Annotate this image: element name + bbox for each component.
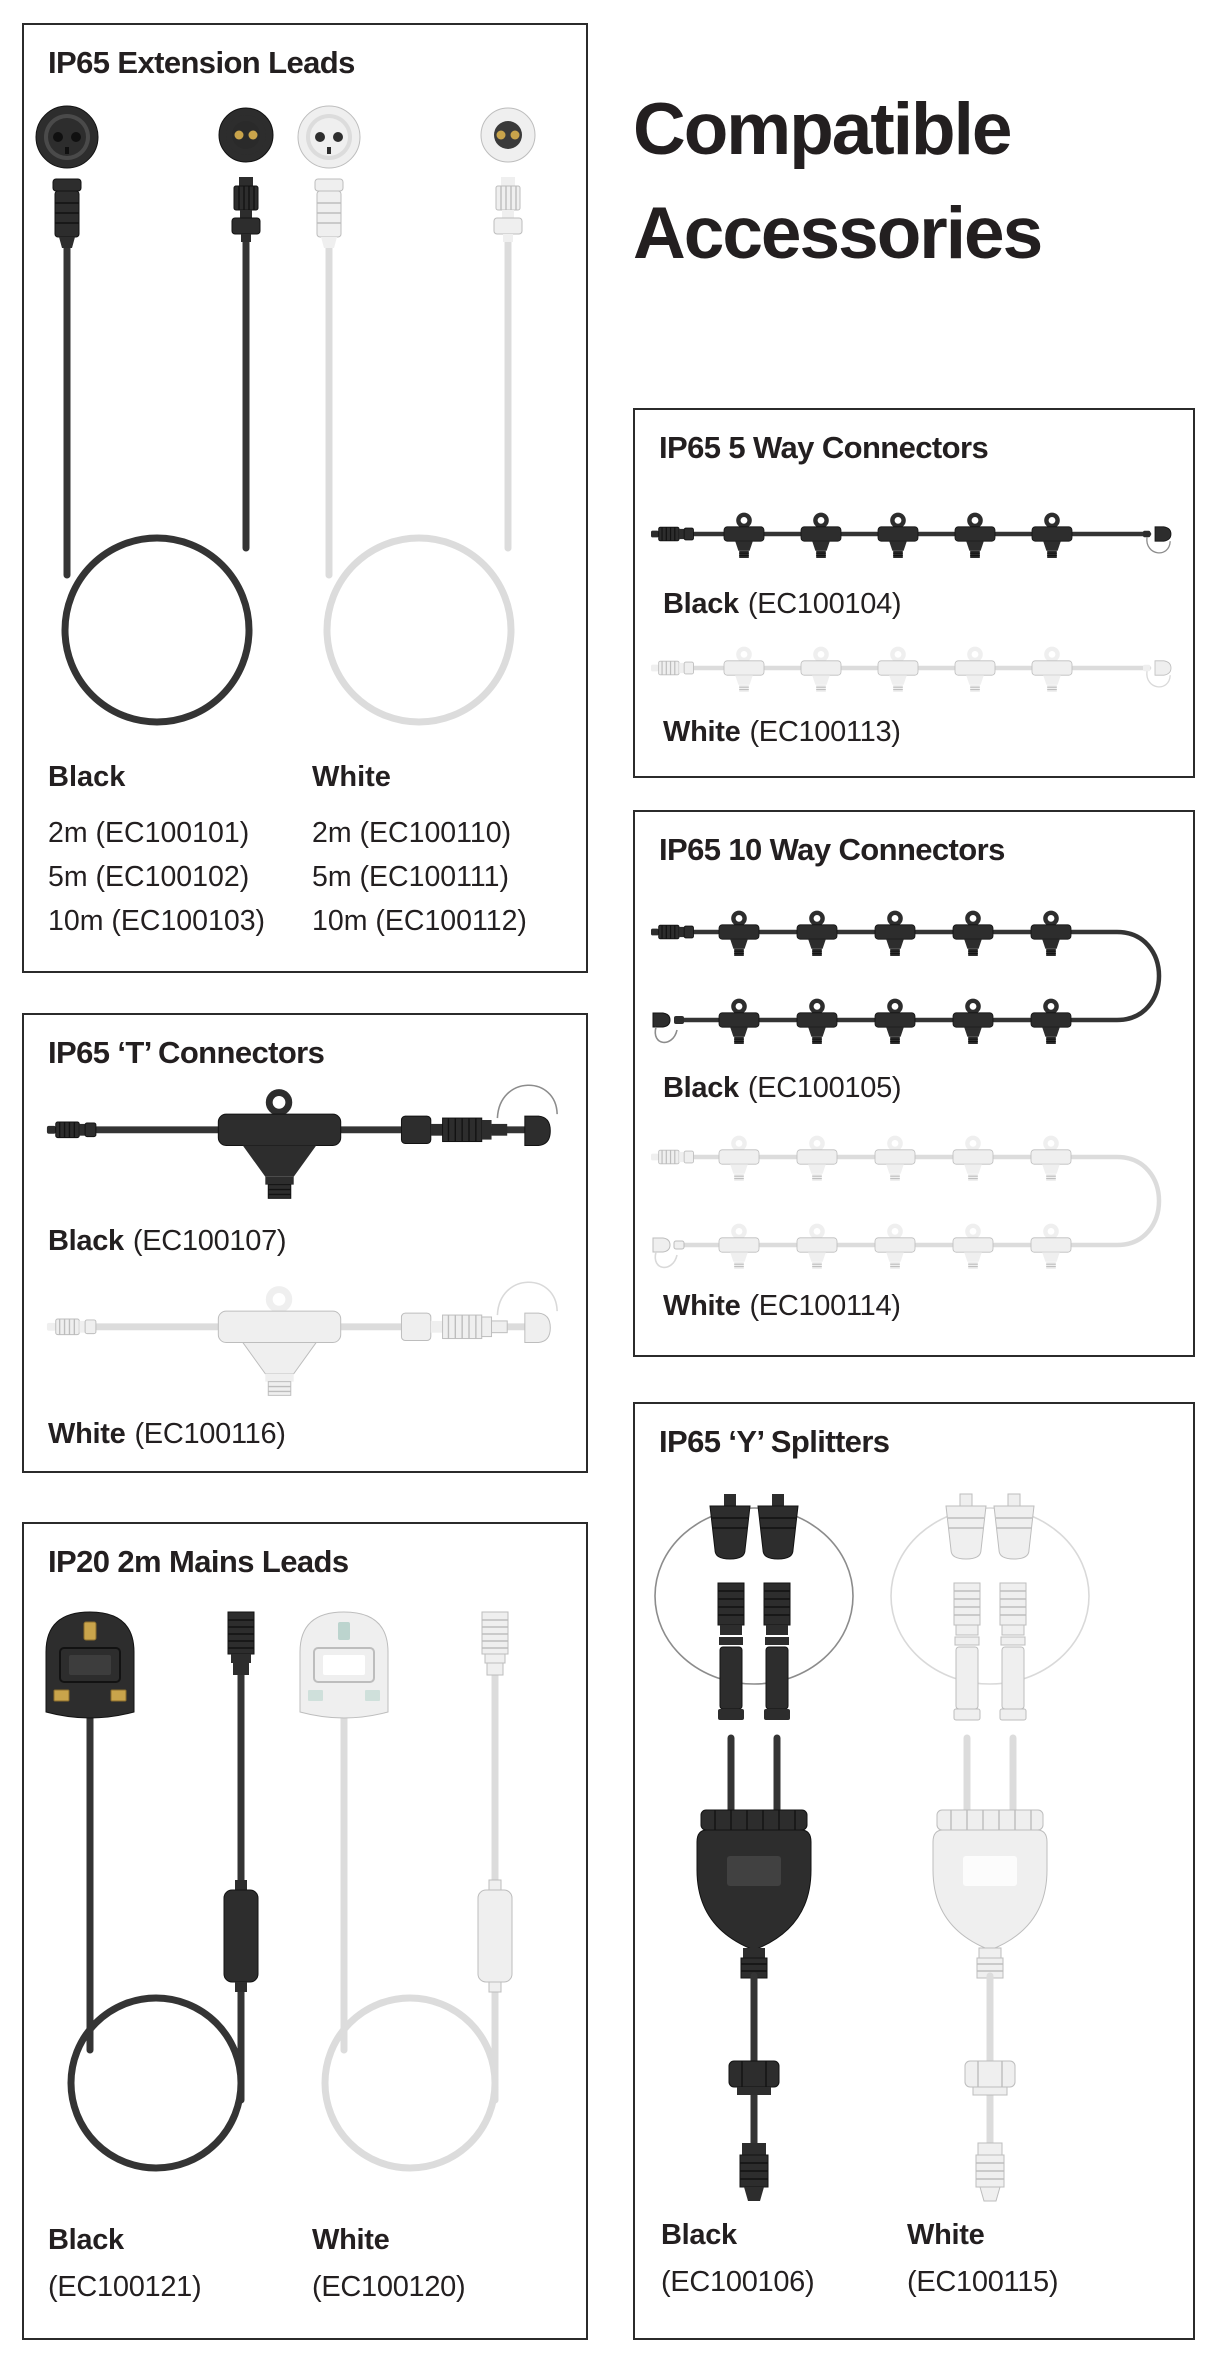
right-coupler-icon	[401, 1313, 507, 1340]
spec-item: 5m (EC100111)	[312, 861, 509, 893]
threaded-socket-icon	[954, 1583, 980, 1720]
page-title-line1: Compatible	[633, 89, 1011, 170]
male-plug-body-icon	[232, 177, 260, 242]
male-plug-body-icon	[494, 177, 522, 242]
threaded-connector-icon	[482, 1612, 508, 1675]
ferrule-nut-icon	[729, 2061, 779, 2095]
uk-plug-icon	[300, 1612, 388, 1718]
cap-icon	[710, 1494, 750, 1559]
variant-color: White	[312, 2224, 390, 2256]
variant-code: (EC100120)	[312, 2271, 466, 2303]
spec-column-black	[48, 761, 265, 943]
y-body-icon	[933, 1810, 1047, 1978]
spec-color-heading: White	[312, 761, 391, 793]
variant-label-black	[48, 1225, 286, 1258]
ten-way-black-illustration	[649, 902, 1179, 1060]
variant-code: (EC100107)	[132, 1225, 287, 1257]
uk-plug-icon	[46, 1612, 134, 1718]
section-title-5-way: IP65 5 Way Connectors	[659, 430, 989, 465]
variant-color: White	[663, 716, 741, 748]
variant-code: (EC100105)	[747, 1072, 902, 1104]
section-title-y-splitters: IP65 ‘Y’ Splitters	[659, 1424, 890, 1459]
spec-item: 2m (EC100110)	[312, 817, 512, 849]
variant-label-black	[663, 588, 901, 621]
section-title-t-connectors: IP65 ‘T’ Connectors	[48, 1035, 325, 1070]
variant-label-white	[663, 716, 901, 749]
variant-color: Black	[661, 2219, 737, 2251]
variant-color: White	[663, 1290, 741, 1322]
male-tip-icon	[740, 2143, 768, 2201]
variant-code: (EC100116)	[134, 1418, 286, 1450]
threaded-socket-icon	[718, 1583, 744, 1720]
page-title-line2: Accessories	[633, 193, 1042, 274]
t-body-icon	[218, 1290, 340, 1396]
variant-color: Black	[48, 1225, 124, 1257]
section-extension-leads	[22, 23, 588, 973]
spec-color-heading: Black	[48, 761, 126, 793]
female-plug-body-icon	[315, 179, 343, 248]
variant-color: Black	[663, 588, 739, 620]
variant-color: White	[907, 2219, 985, 2251]
end-cap-icon	[497, 1085, 557, 1145]
variant-code: (EC100114)	[749, 1290, 901, 1322]
t-body-icon	[218, 1093, 340, 1199]
t-connector-white-illustration	[34, 1270, 574, 1412]
variant-code: (EC100113)	[749, 716, 901, 748]
variant-label-black	[663, 1072, 901, 1105]
section-t-connectors	[22, 1013, 588, 1473]
cap-icon	[946, 1494, 986, 1559]
section-10-way-connectors	[633, 810, 1195, 1357]
mains-lead-white-illustration	[290, 1600, 560, 2200]
y-body-icon	[697, 1810, 811, 1978]
cap-icon	[994, 1494, 1034, 1559]
variant-label-white	[907, 2219, 1058, 2299]
spec-item: 10m (EC100103)	[48, 905, 266, 937]
end-cap-icon	[497, 1282, 557, 1342]
cap-icon	[758, 1494, 798, 1559]
section-y-splitters	[633, 1402, 1195, 2340]
variant-code: (EC100106)	[661, 2266, 815, 2298]
threaded-socket-icon	[764, 1583, 790, 1720]
extension-lead-white-illustration	[286, 103, 551, 735]
connector-face-female-icon	[298, 106, 360, 168]
threaded-socket-icon	[1000, 1583, 1026, 1720]
spec-item: 10m (EC100112)	[312, 905, 527, 937]
y-splitter-black-illustration	[649, 1488, 864, 2213]
spec-item: 5m (EC100102)	[48, 861, 250, 893]
spec-column-white	[312, 761, 527, 943]
inline-driver-icon	[224, 1880, 258, 1992]
row2-end-cap-icon	[653, 1238, 684, 1267]
row2-end-cap-icon	[653, 1013, 684, 1042]
variant-label-black	[661, 2219, 814, 2299]
variant-color: White	[48, 1418, 126, 1450]
variant-label-white	[312, 2224, 465, 2304]
y-splitter-white-illustration	[885, 1488, 1100, 2213]
variant-code: (EC100115)	[907, 2266, 1059, 2298]
page-title	[633, 78, 1041, 286]
variant-code: (EC100104)	[747, 588, 902, 620]
section-title-10-way: IP65 10 Way Connectors	[659, 832, 1005, 867]
variant-color: Black	[48, 2224, 124, 2256]
five-way-black-illustration	[649, 506, 1179, 594]
right-coupler-icon	[401, 1116, 507, 1143]
variant-color: Black	[663, 1072, 739, 1104]
connector-face-male-icon	[219, 108, 273, 162]
extension-lead-black-illustration	[24, 103, 289, 735]
five-way-white-illustration	[649, 640, 1179, 728]
ferrule-nut-icon	[965, 2061, 1015, 2095]
variant-label-white	[48, 1418, 286, 1451]
spec-item: 2m (EC100101)	[48, 817, 250, 849]
ten-way-white-illustration	[649, 1127, 1179, 1285]
threaded-connector-icon	[228, 1612, 254, 1675]
variant-label-white	[663, 1290, 901, 1323]
connector-face-female-icon	[36, 106, 98, 168]
section-title-extension-leads: IP65 Extension Leads	[48, 45, 355, 80]
mains-lead-black-illustration	[36, 1600, 306, 2200]
section-5-way-connectors	[633, 408, 1195, 778]
variant-label-black	[48, 2224, 201, 2304]
section-title-mains-leads: IP20 2m Mains Leads	[48, 1544, 349, 1579]
male-tip-icon	[976, 2143, 1004, 2201]
t-connector-black-illustration	[34, 1073, 574, 1215]
variant-code: (EC100121)	[48, 2271, 202, 2303]
female-plug-body-icon	[53, 179, 81, 248]
connector-face-male-icon	[481, 108, 535, 162]
section-mains-leads	[22, 1522, 588, 2340]
inline-driver-icon	[478, 1880, 512, 1992]
